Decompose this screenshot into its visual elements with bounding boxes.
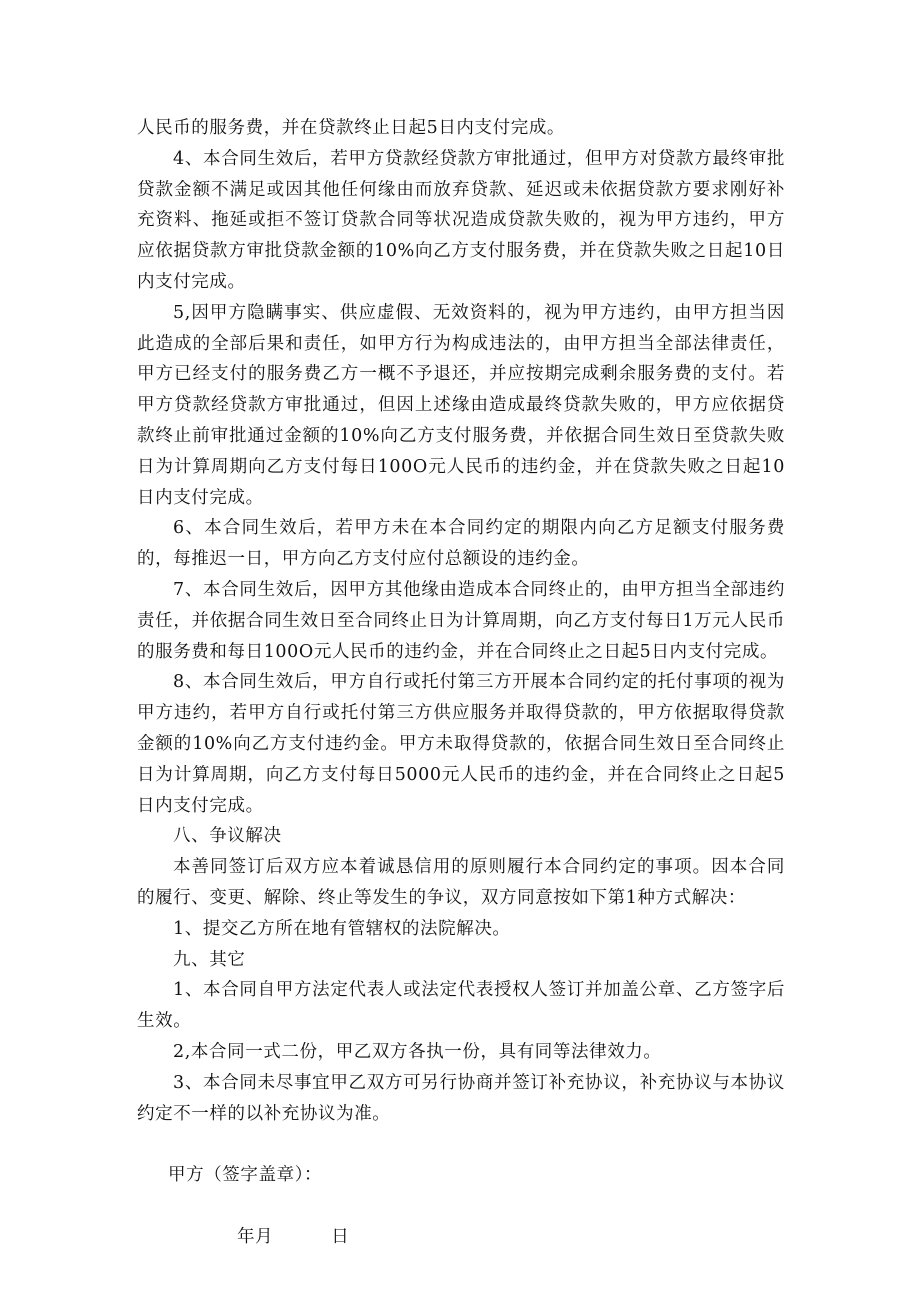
other-clause-2: 2,本合同一式二份，甲乙双方各执一份，具有同等法律效力。 <box>173 1041 662 1062</box>
date-year-month: 年月 <box>237 1227 274 1248</box>
clause-5: 5,因甲方隐瞒事实、供应虚假、无效资料的，视为甲方违约，由甲方担当因此造成的全部后果和责任，如甲方行为构成违法的，由甲方担当全部法律责任，甲方已经支付的服务费乙方一概不予退还，并应按期完成剩余服务费的支付。若甲方贷款经贷款方审批通过，但因上述缘由造成最终贷款失败的，甲方应依据贷款终止前审批通过金额的10%向乙方支付服务费，并依据合同生效日至贷款失败日为计算周期向乙方支付每日100O元人民币的违约金，并在贷款失败之日起10日内支付完成。 <box>137 302 785 508</box>
dispute-option-1: 1、提交乙方所在地有管辖权的法院解决。 <box>173 918 511 939</box>
clause-6: 6、本合同生效后，若甲方未在本合同约定的期限内向乙方足额支付服务费的，每推迟一日，甲方向乙方支付应付总额设的违约金。 <box>137 518 785 570</box>
other-clause-1: 1、本合同自甲方法定代表人或法定代表授权人签订并加盖公章、乙方签字后生效。 <box>137 980 785 1032</box>
section-heading-other: 九、其它 <box>173 949 246 970</box>
other-clause-3: 3、本合同未尽事宜甲乙双方可另行协商并签订补充协议，补充协议与本协议约定不一样的以补充协议为准。 <box>137 1072 785 1124</box>
signature-date-line <box>137 1222 785 1253</box>
clause-8: 8、本合同生效后，甲方自行或托付第三方开展本合同约定的托付事项的视为甲方违约，若甲方自行或托付第三方供应服务并取得贷款的，甲方依据取得贷款金额的10%向乙方支付违约金。甲方未取得贷款的，依据合同生效日至合同终止日为计算周期，向乙方支付每日5000元人民币的违约金，并在合同终止之日起5日内支付完成。 <box>137 672 785 816</box>
section-heading-dispute-resolution: 八、争议解决 <box>173 826 282 847</box>
date-day: 日 <box>331 1227 350 1248</box>
paragraph-continuation: 人民币的服务费，并在贷款终止日起5日内支付完成。 <box>137 118 566 138</box>
dispute-resolution-text: 本善同签订后双方应本着诚恳信用的原则履行本合同约定的事项。因本合同的履行、变更、解除、终止等发生的争议，双方同意按如下第1种方式解决： <box>137 857 785 908</box>
clause-4: 4、本合同生效后，若甲方贷款经贷款方审批通过，但甲方对贷款方最终审批贷款金额不满足或因其他任何缘由而放弃贷款、延迟或未依据贷款方要求刚好补充资料、拖延或拒不签订贷款合同等状况造成贷款失败的，视为甲方违约，甲方应依据贷款方审批贷款金额的10%向乙方支付服务费，并在贷款失败之日起10日内支付完成。 <box>137 148 785 292</box>
clause-7: 7、本合同生效后，因甲方其他缘由造成本合同终止的，由甲方担当全部违约责任，并依据合同生效日至合同终止日为计算周期，向乙方支付每日1万元人民币的服务费和每日100O元人民币的违约金，并在合同终止之日起5日内支付完成。 <box>137 579 785 662</box>
party-a-signature-label: 甲方（签字盖章）： <box>168 1165 323 1186</box>
